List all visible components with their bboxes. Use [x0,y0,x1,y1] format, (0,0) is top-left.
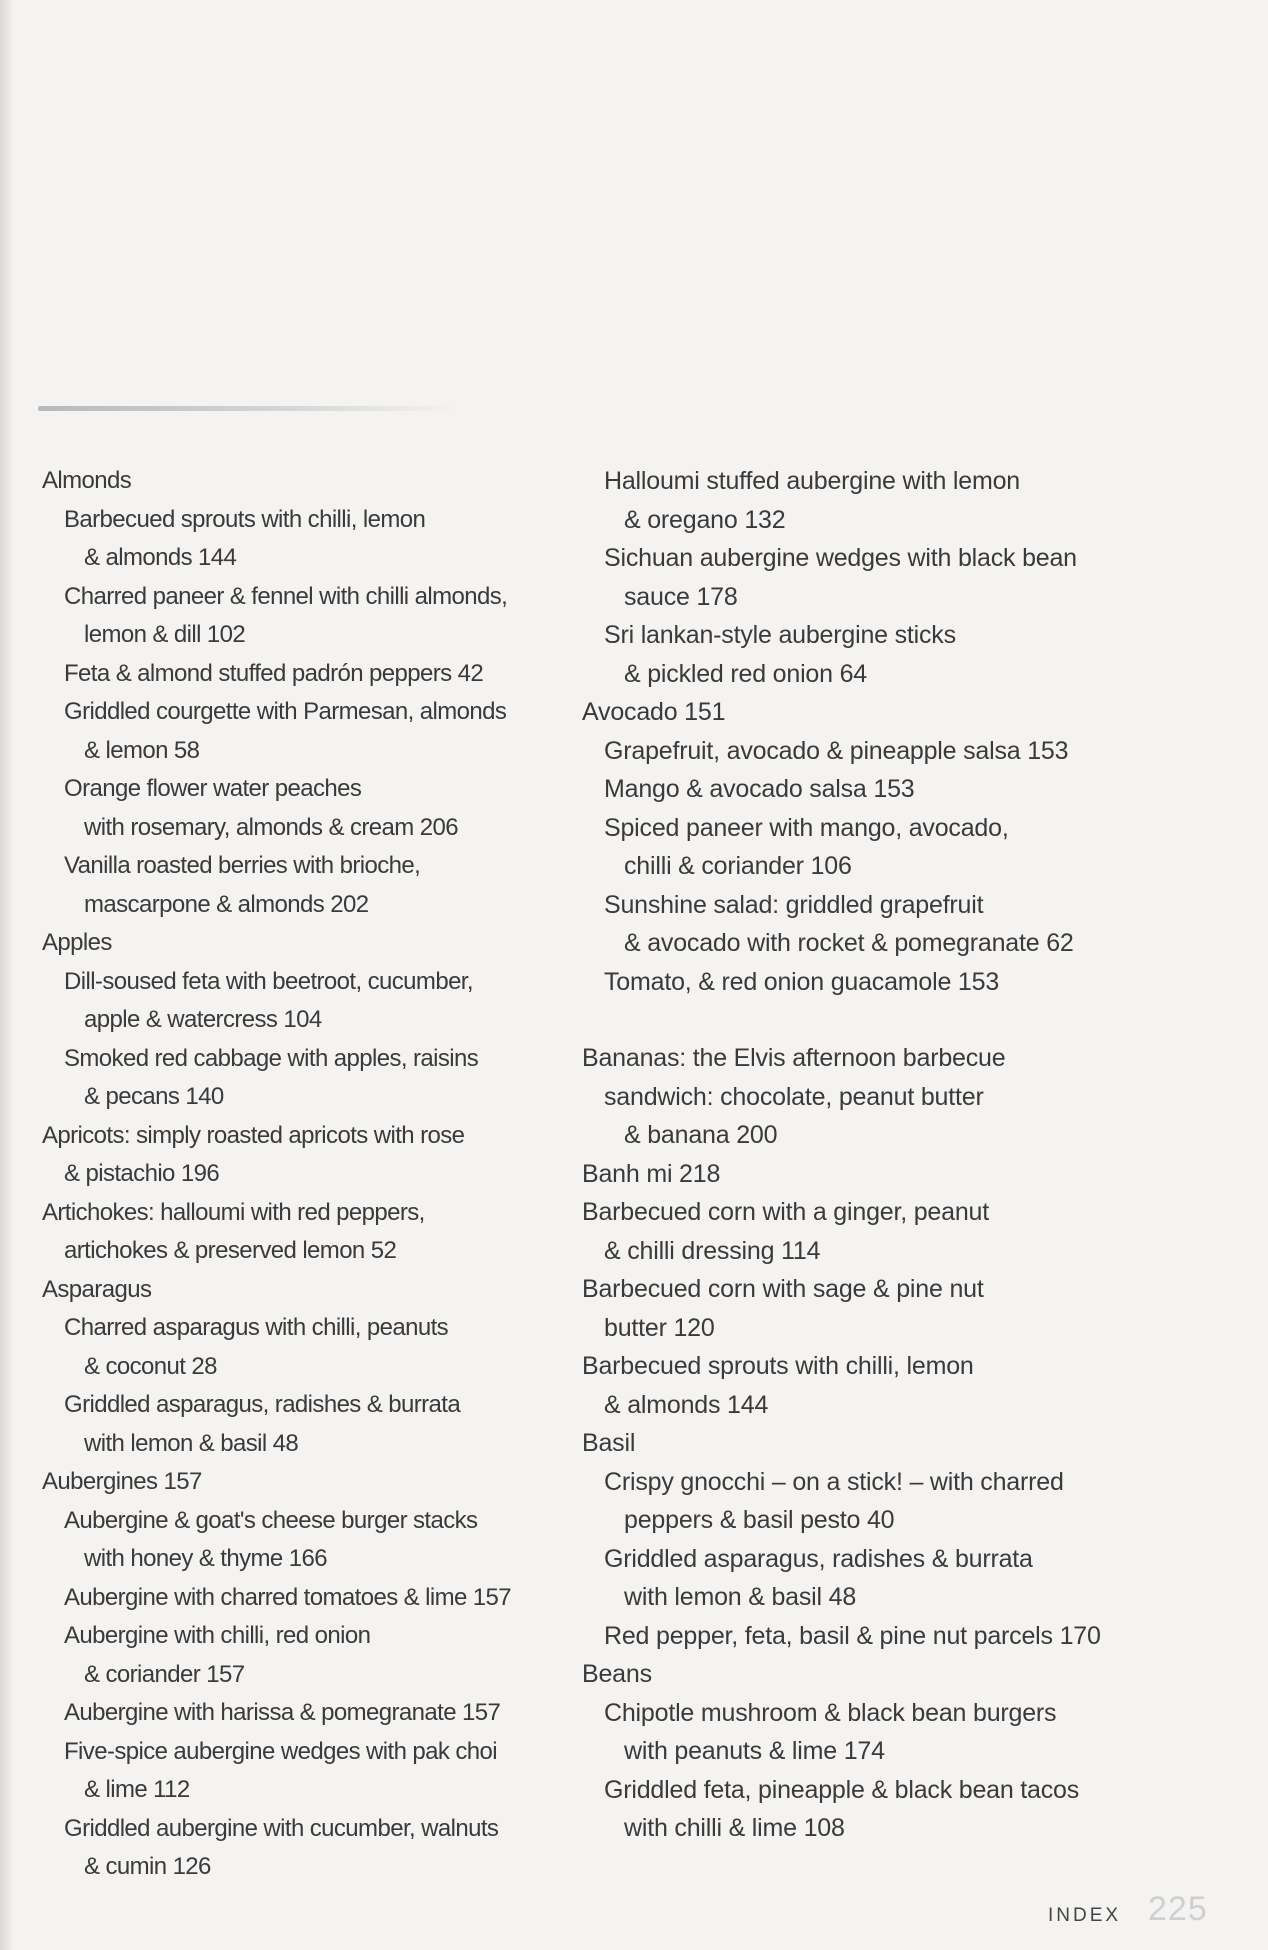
index-entry: Spiced paneer with mango, avocado, [604,813,1009,842]
index-heading: Apples [42,929,112,956]
index-entry: with chilli & lime 108 [624,1814,845,1842]
index-entry: & lime 112 [84,1776,190,1803]
index-entry: Charred asparagus with chilli, peanuts [64,1314,449,1341]
index-entry: with lemon & basil 48 [624,1583,857,1611]
index-entry: Grapefruit, avocado & pineapple salsa 153 [604,736,1069,765]
index-heading: Aubergines 157 [42,1468,202,1495]
index-entry: Charred paneer & fennel with chilli almonds, [64,582,508,610]
index-entry: with peanuts & lime 174 [624,1737,885,1765]
index-entry: Aubergine with chilli, red onion [64,1622,371,1649]
index-entry: Five-spice aubergine wedges with pak choi [64,1737,497,1765]
index-column-left [42,462,602,1887]
index-entry: Halloumi stuffed aubergine with lemon [604,467,1020,495]
index-entry: & almonds 144 [84,544,237,571]
index-heading: Barbecued corn with a ginger, peanut [582,1198,989,1226]
index-entry: sauce 178 [624,582,738,611]
index-entry: & pickled red onion 64 [624,659,867,688]
header-rule [38,406,458,411]
index-entry: Griddled aubergine with cucumber, walnuts [64,1814,499,1842]
index-entry: Tomato, & red onion guacamole 153 [604,967,1000,996]
index-heading: Artichokes: halloumi with red peppers, [42,1198,425,1226]
index-entry: & avocado with rocket & pomegranate 62 [624,929,1074,957]
index-heading: Avocado 151 [582,698,726,726]
index-entry: artichokes & preserved lemon 52 [64,1237,397,1264]
index-entry: & pistachio 196 [64,1160,220,1187]
index-heading: Basil [582,1429,636,1457]
index-heading: Banh mi 218 [582,1159,721,1188]
index-entry: Griddled feta, pineapple & black bean tacos [604,1775,1080,1804]
index-heading: Asparagus [42,1275,152,1303]
index-entry: & almonds 144 [604,1390,769,1419]
index-entry: & oregano 132 [624,505,786,534]
index-heading: Apricots: simply roasted apricots with rose [42,1121,465,1149]
index-entry: Aubergine & goat's cheese burger stacks [64,1506,478,1534]
index-entry: Sunshine salad: griddled grapefruit [604,890,984,919]
index-entry: Sri lankan-style aubergine sticks [604,621,956,649]
index-entry: Feta & almond stuffed padrón peppers 42 [64,659,484,687]
index-entry: Crispy gnocchi – on a stick! – with charred [604,1467,1064,1496]
index-entry: sandwich: chocolate, peanut butter [604,1082,984,1111]
index-heading: Almonds [42,467,132,494]
index-entry: & banana 200 [624,1121,778,1149]
index-entry: lemon & dill 102 [84,621,246,648]
page-gutter-shadow [0,0,14,1950]
index-column-right [582,462,1142,1848]
index-entry: with rosemary, almonds & cream 206 [84,813,458,841]
index-entry: Dill-soused feta with beetroot, cucumber, [64,967,473,995]
index-entry: Aubergine with harissa & pomegranate 157 [64,1699,501,1726]
index-entry: Barbecued sprouts with chilli, lemon [64,505,426,533]
index-heading: Barbecued sprouts with chilli, lemon [582,1352,974,1380]
index-heading: Barbecued corn with sage & pine nut [582,1275,984,1303]
index-entry: Griddled asparagus, radishes & burrata [64,1391,461,1418]
index-entry: with honey & thyme 166 [84,1545,327,1572]
index-entry: Griddled asparagus, radishes & burrata [604,1544,1033,1573]
index-entry: Chipotle mushroom & black bean burgers [604,1698,1057,1727]
index-entry: Smoked red cabbage with apples, raisins [64,1044,479,1072]
page-number: 225 [1148,1890,1208,1928]
index-entry: & lemon 58 [84,736,200,764]
index-entry: Orange flower water peaches [64,775,362,802]
index-heading: Beans [582,1660,652,1688]
index-entry: chilli & coriander 106 [624,852,852,880]
index-spacer [582,1001,1142,1039]
index-entry: mascarpone & almonds 202 [84,890,369,918]
index-entry: Red pepper, feta, basil & pine nut parcels 170 [604,1621,1101,1650]
index-entry: & chilli dressing 114 [604,1236,821,1265]
index-entry: Vanilla roasted berries with brioche, [64,852,421,879]
index-heading: Bananas: the Elvis afternoon barbecue [582,1044,1006,1072]
index-entry: apple & watercress 104 [84,1006,322,1033]
index-entry: Aubergine with charred tomatoes & lime 157 [64,1583,512,1611]
index-entry: Griddled courgette with Parmesan, almonds [64,698,507,725]
index-entry: butter 120 [604,1313,715,1342]
index-entry: Sichuan aubergine wedges with black bean [604,544,1077,572]
index-entry: with lemon & basil 48 [84,1429,299,1457]
index-entry: & coriander 157 [84,1660,245,1688]
index-entry: & coconut 28 [84,1352,217,1380]
index-entry: peppers & basil pesto 40 [624,1506,895,1534]
index-entry: Mango & avocado salsa 153 [604,775,915,803]
index-entry: & pecans 140 [84,1083,224,1110]
section-label: INDEX [1048,1905,1122,1926]
index-entry: & cumin 126 [84,1853,211,1880]
